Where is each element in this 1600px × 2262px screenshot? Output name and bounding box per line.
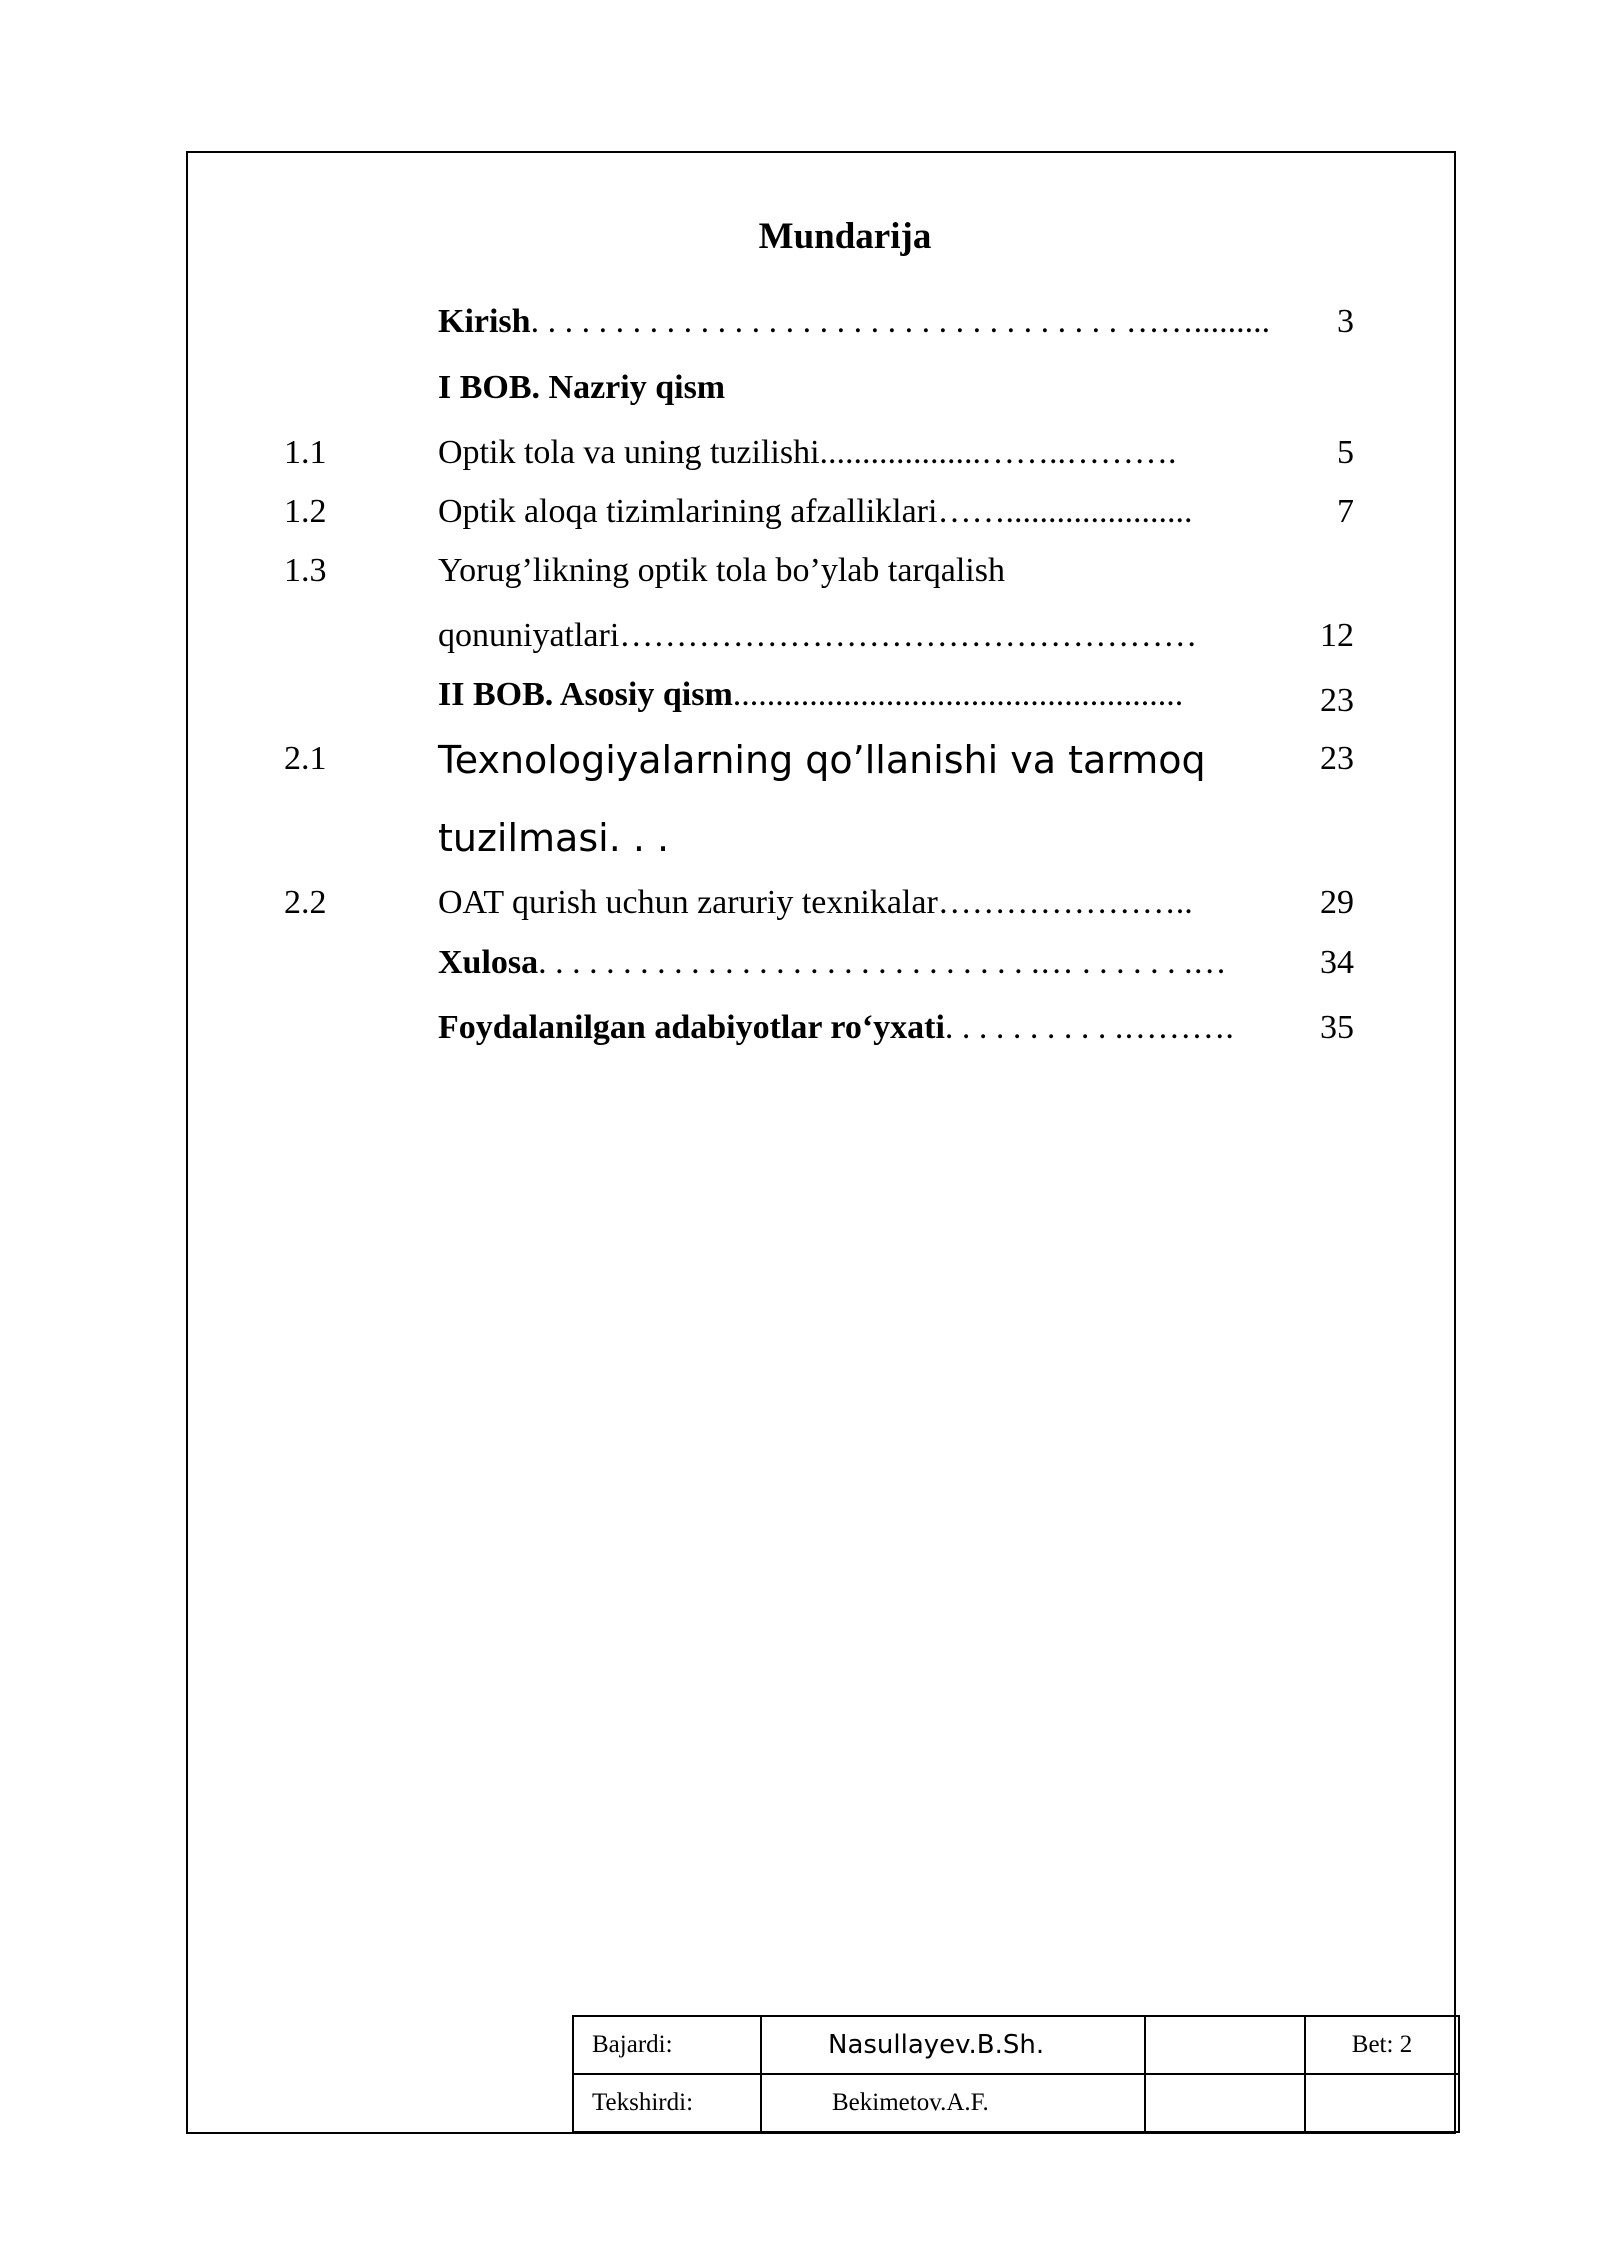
toc-label: OAT qurish uchun zaruriy texnikalar xyxy=(438,884,938,921)
toc-page: 12 xyxy=(1320,617,1354,654)
toc-chapter-2 xyxy=(0,676,1600,724)
toc-entry-kirish xyxy=(0,303,1600,351)
toc-entry-2-1-cont xyxy=(0,816,1600,864)
bet-label: Bet: 2 xyxy=(1305,2016,1459,2074)
toc-label: Optik tola va uning tuzilishi xyxy=(438,434,820,471)
toc-leader: ……...................... xyxy=(937,493,1193,530)
toc-entry-1-3-cont xyxy=(0,617,1600,665)
title-block-row xyxy=(573,2074,1459,2132)
toc-entry-adabiyotlar xyxy=(0,1009,1600,1057)
toc-label: I BOB. Nazriy qism xyxy=(438,369,726,406)
toc-page: 34 xyxy=(1320,944,1354,981)
toc-number: 1.1 xyxy=(284,434,327,471)
toc-number: 2.2 xyxy=(284,884,327,921)
toc-page: 23 xyxy=(1320,682,1354,719)
tekshirdi-name: Bekimetov.A.F. xyxy=(761,2074,1145,2132)
tekshirdi-label: Tekshirdi: xyxy=(573,2074,761,2132)
toc-leader: ..................................................... xyxy=(732,676,1184,713)
toc-label: Foydalanilgan adabiyotlar ro‘yxati xyxy=(438,1009,945,1046)
toc-label: qonuniyatlari xyxy=(438,617,620,654)
title-block xyxy=(572,2015,1460,2133)
toc-label: II BOB. Asosiy qism xyxy=(438,676,733,713)
toc-leader: ………………….. xyxy=(937,884,1193,921)
toc-chapter-1 xyxy=(0,369,1600,417)
title-block-cell xyxy=(1305,2074,1459,2132)
bajardi-label: Bajardi: xyxy=(573,2016,761,2074)
toc-leader: ...................……..………. xyxy=(819,434,1177,471)
toc-leader: . . . . . . . . . . . . . . . . . . . . . . . . . . . . . .… . . . . . . .… xyxy=(538,944,1227,981)
toc-label: Texnologiyalarning qo’llanishi va tarmoq xyxy=(438,738,1206,782)
toc-label: Optik aloqa tizimlarining afzalliklari xyxy=(438,493,938,530)
toc-leader: . . . . . . . . . . . . . . . . . . . . . . . . . . . . . . . . . . . ……......... xyxy=(530,303,1271,340)
page-title: Mundarija xyxy=(758,216,932,257)
toc-entry-1-2 xyxy=(0,493,1600,541)
toc-label: Kirish xyxy=(438,303,531,340)
toc-page: 23 xyxy=(1320,740,1354,777)
toc-label: Yorug’likning optik tola bo’ylab tarqalish xyxy=(438,552,1005,589)
toc-leader: …………………………………………… xyxy=(619,617,1198,654)
toc-entry-xulosa xyxy=(0,944,1600,992)
title-block-cell xyxy=(1145,2074,1305,2132)
toc-number: 1.2 xyxy=(284,493,327,530)
title-block-cell xyxy=(1145,2016,1305,2074)
toc-entry-1-1 xyxy=(0,434,1600,482)
toc-entry-2-1 xyxy=(0,740,1600,788)
toc-page: 7 xyxy=(1337,493,1354,530)
toc-page: 29 xyxy=(1320,884,1354,921)
toc-page: 3 xyxy=(1337,303,1354,340)
toc-entry-1-3 xyxy=(0,552,1600,600)
toc-entry-2-2 xyxy=(0,884,1600,932)
bajardi-name: Nasullayev.B.Sh. xyxy=(761,2016,1145,2074)
toc-leader: . . . . . . . . . . .………. xyxy=(944,1009,1234,1046)
title-block-row xyxy=(573,2016,1459,2074)
toc-number: 1.3 xyxy=(284,552,327,589)
toc-number: 2.1 xyxy=(284,740,327,777)
toc-label: Xulosa xyxy=(438,944,539,981)
toc-label: tuzilmasi. . . xyxy=(438,816,670,860)
toc-page: 5 xyxy=(1337,434,1354,471)
toc-page: 35 xyxy=(1320,1009,1354,1046)
